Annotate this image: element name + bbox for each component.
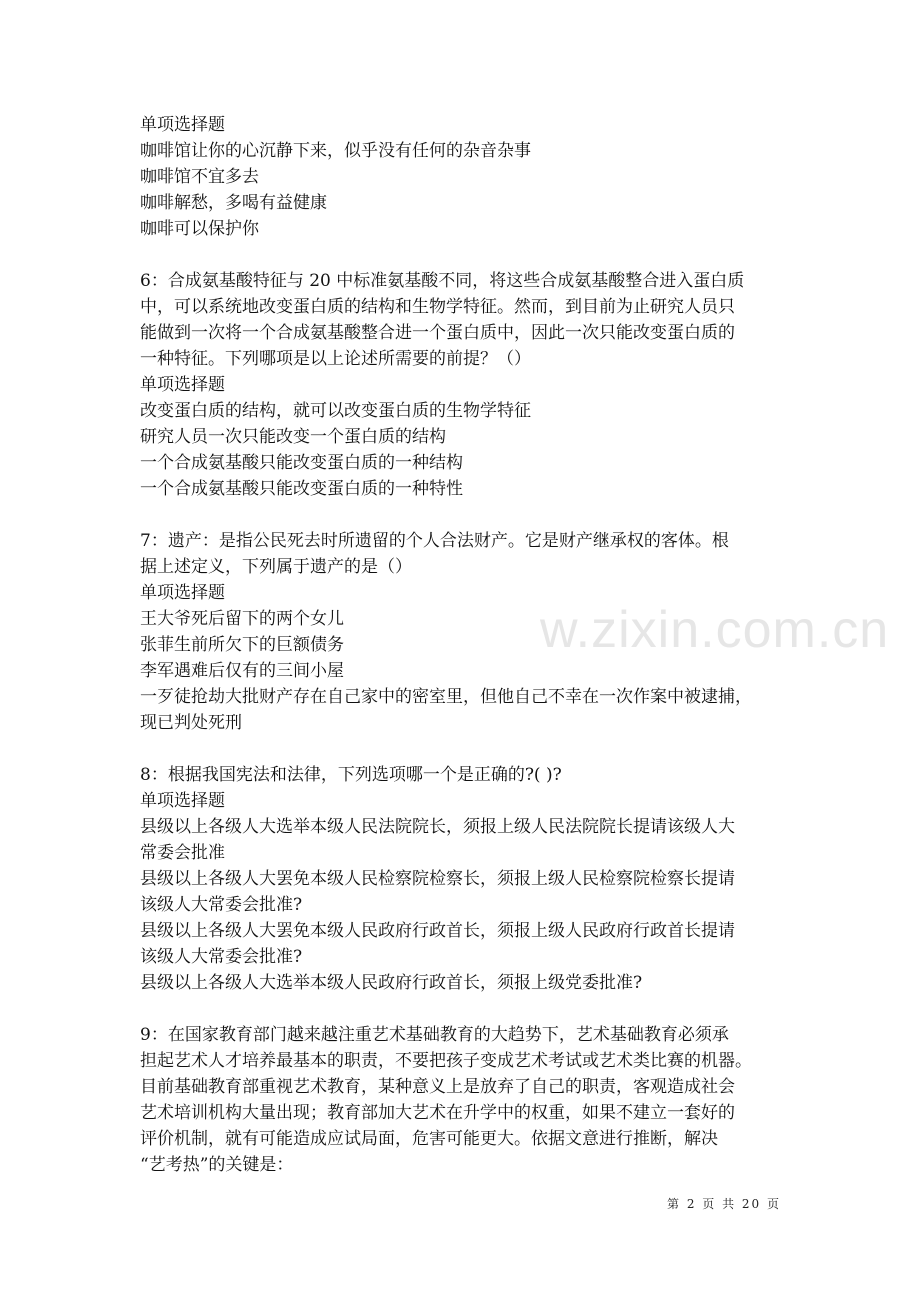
question-stem: “艺考热”的关键是：	[140, 1155, 294, 1175]
question-stem: 7：遗产：是指公民死去时所遗留的个人合法财产。它是财产继承权的客体。根	[140, 531, 729, 551]
question-stem: 能做到一次将一个合成氨基酸整合进一个蛋白质中，因此一次只能改变蛋白质的	[140, 323, 735, 343]
option: 研究人员一次只能改变一个蛋白质的结构	[140, 427, 446, 447]
watermark: w.zixin.com.cn	[540, 601, 890, 659]
page-content	[140, 112, 792, 1178]
question-6	[140, 268, 792, 502]
option: 咖啡可以保护你	[140, 219, 259, 239]
question-7	[140, 528, 792, 736]
question-type: 单项选择题	[140, 791, 225, 811]
option: 县级以上各级人大罢免本级人民政府行政首长，须报上级人民政府行政首长提请	[140, 921, 735, 941]
option: 咖啡馆不宜多去	[140, 167, 259, 187]
option: 王大爷死后留下的两个女儿	[140, 609, 344, 629]
question-stem: 据上述定义，下列属于遗产的是（）	[140, 557, 412, 577]
question-5-tail	[140, 112, 792, 242]
option: 李军遇难后仅有的三间小屋	[140, 661, 344, 681]
option: 张菲生前所欠下的巨额债务	[140, 635, 344, 655]
option: 改变蛋白质的结构，就可以改变蛋白质的生物学特征	[140, 401, 531, 421]
question-9	[140, 1022, 792, 1178]
question-stem: 艺术培训机构大量出现；教育部加大艺术在升学中的权重，如果不建立一套好的	[140, 1103, 735, 1123]
option: 一歹徒抢劫大批财产存在自己家中的密室里，但他自己不幸在一次作案中被逮捕，	[140, 687, 752, 707]
option: 咖啡馆让你的心沉静下来，似乎没有任何的杂音杂事	[140, 141, 531, 161]
option: 县级以上各级人大选举本级人民法院院长，须报上级人民法院院长提请该级人大	[140, 817, 735, 837]
question-stem: 一种特征。下列哪项是以上论述所需要的前提？（）	[140, 349, 531, 369]
option: 县级以上各级人大罢免本级人民检察院检察长，须报上级人民检察院检察长提请	[140, 869, 735, 889]
option: 该级人大常委会批准?	[140, 947, 303, 967]
question-stem: 担起艺术人才培养最基本的职责，不要把孩子变成艺术考试或艺术类比赛的机器。	[140, 1051, 752, 1071]
page-number-footer: 第 2 页 共 20 页	[667, 1197, 781, 1211]
question-8	[140, 762, 792, 996]
question-stem: 中，可以系统地改变蛋白质的结构和生物学特征。然而，到目前为止研究人员只	[140, 297, 735, 317]
option: 现已判处死刑	[140, 713, 242, 733]
option: 一个合成氨基酸只能改变蛋白质的一种结构	[140, 453, 463, 473]
question-stem: 目前基础教育部重视艺术教育，某种意义上是放弃了自己的职责，客观造成社会	[140, 1077, 735, 1097]
option: 常委会批准	[140, 843, 225, 863]
option: 咖啡解愁，多喝有益健康	[140, 193, 327, 213]
question-type: 单项选择题	[140, 115, 225, 135]
question-stem: 9：在国家教育部门越来越注重艺术基础教育的大趋势下，艺术基础教育必须承	[140, 1025, 729, 1045]
option: 一个合成氨基酸只能改变蛋白质的一种特性	[140, 479, 463, 499]
option: 县级以上各级人大选举本级人民政府行政首长，须报上级党委批准?	[140, 973, 643, 993]
question-stem: 8：根据我国宪法和法律，下列选项哪一个是正确的?( )?	[140, 765, 562, 785]
question-type: 单项选择题	[140, 375, 225, 395]
question-stem: 6：合成氨基酸特征与 20 中标准氨基酸不同，将这些合成氨基酸整合进入蛋白质	[140, 271, 745, 291]
option: 该级人大常委会批准?	[140, 895, 303, 915]
question-type: 单项选择题	[140, 583, 225, 603]
question-stem: 评价机制，就有可能造成应试局面，危害可能更大。依据文意进行推断，解决	[140, 1129, 718, 1149]
